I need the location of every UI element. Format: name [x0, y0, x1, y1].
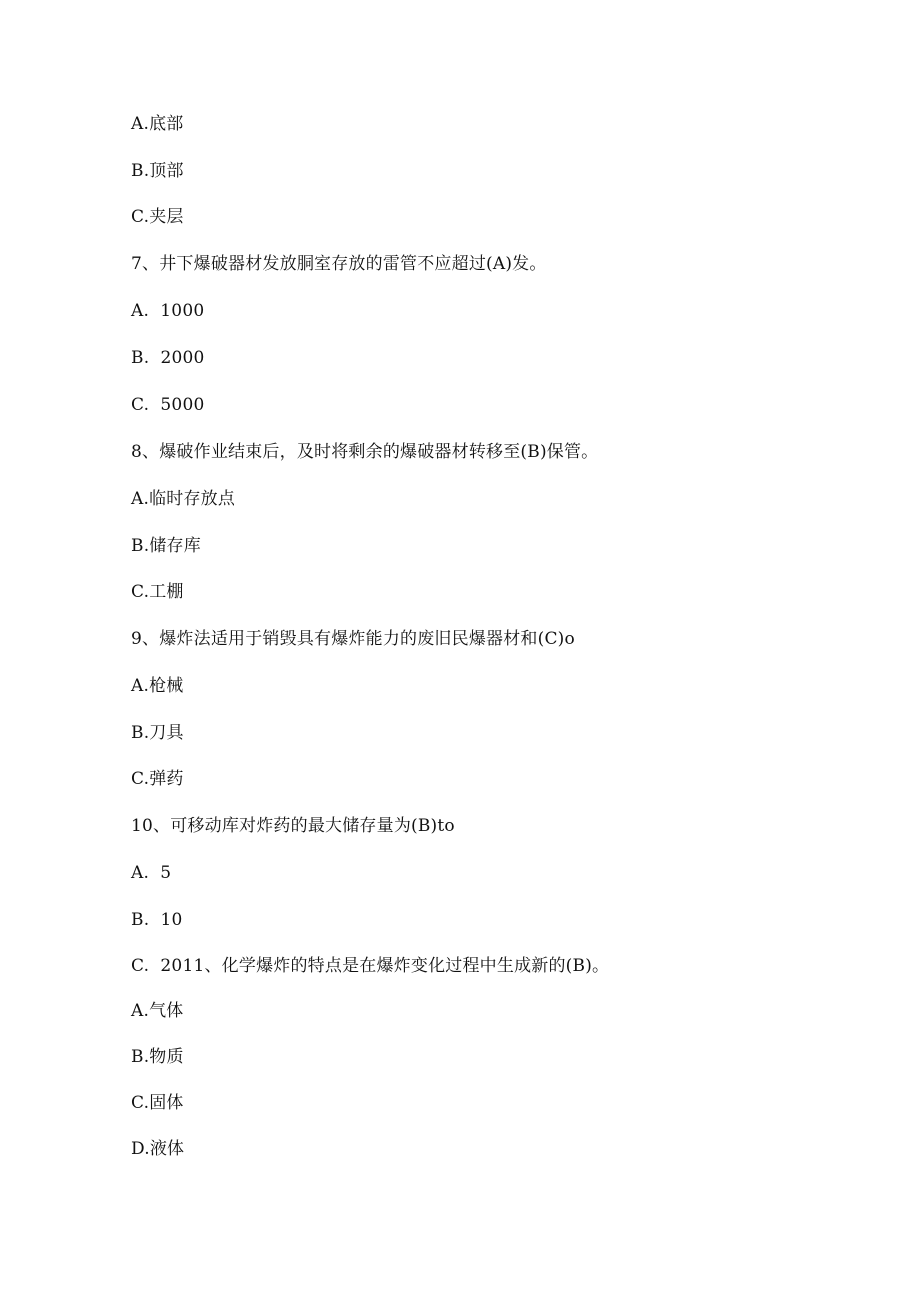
q7-option-a: A. 1000	[131, 301, 205, 321]
q7-option-b: B. 2000	[131, 348, 205, 368]
q9-option-b: B.刀具	[131, 723, 184, 743]
q11-option-a: A.气体	[131, 1001, 184, 1021]
question-10: 10、可移动库对炸药的最大储存量为(B)to	[131, 816, 455, 836]
q7-option-c: C. 5000	[131, 395, 205, 415]
q10-option-c-question-11: C. 2011、化学爆炸的特点是在爆炸变化过程中生成新的(B)。	[131, 956, 610, 976]
question-7: 7、井下爆破器材发放胴室存放的雷管不应超过(A)发。	[131, 254, 547, 274]
q8-option-c: C.工棚	[131, 582, 184, 602]
q11-option-b: B.物质	[131, 1047, 184, 1067]
q10-option-a: A. 5	[131, 863, 172, 883]
option-b-top: B.顶部	[131, 161, 184, 181]
option-a-bottom: A.底部	[131, 114, 184, 134]
option-c-interlayer: C.夹层	[131, 207, 184, 227]
q9-option-a: A.枪械	[131, 676, 184, 696]
q11-option-d: D.液体	[131, 1139, 185, 1159]
question-9: 9、爆炸法适用于销毁具有爆炸能力的废旧民爆器材和(C)o	[131, 629, 575, 649]
q11-option-c: C.固体	[131, 1093, 184, 1113]
q8-option-b: B.储存库	[131, 536, 201, 556]
question-8: 8、爆破作业结束后，及时将剩余的爆破器材转移至(B)保管。	[131, 442, 599, 462]
q9-option-c: C.弹药	[131, 769, 184, 789]
q8-option-a: A.临时存放点	[131, 489, 236, 509]
q10-option-b: B. 10	[131, 910, 183, 930]
